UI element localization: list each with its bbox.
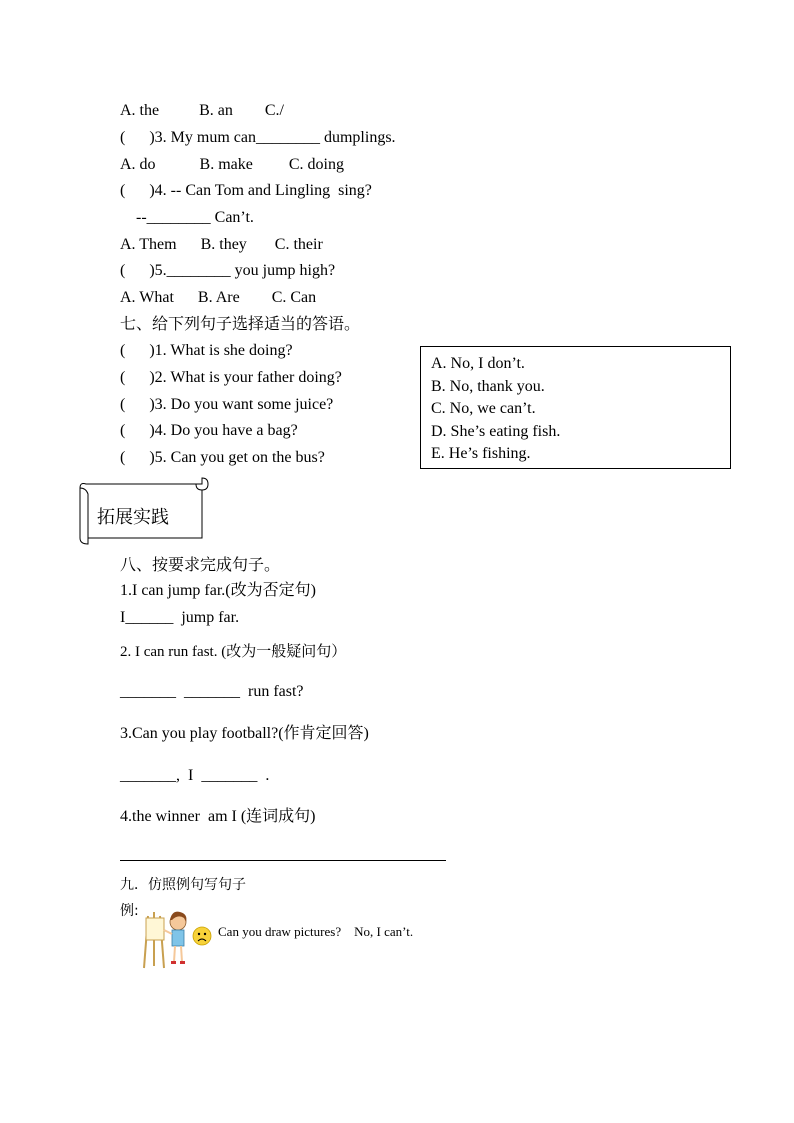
section8-q4-answer-line [120,860,446,861]
section8-q3: 3.Can you play football?(作肯定回答) [120,725,369,742]
q3-options: A. do B. make C. doing [120,156,344,173]
answer-option-d: D. She’s eating fish. [431,422,561,440]
q4-options: A. Them B. they C. their [120,236,323,253]
q3-question: ( )3. My mum can________ dumplings. [120,129,396,146]
answer-option-a: A. No, I don’t. [431,355,525,372]
section7-question-3: ( )3. Do you want some juice? [120,396,334,413]
q4-answer-line: --________ Can’t. [120,209,254,226]
answer-option-b: B. No, thank you. [431,377,545,395]
answer-option-c: C. No, we can’t. [431,400,536,417]
section7-question-5: ( )5. Can you get on the bus? [120,449,325,466]
section8-q1: 1.I can jump far.(改为否定句) [120,582,316,599]
answer-option-e: E. He’s fishing. [431,445,531,462]
q2-options: A. the B. an C./ [120,102,284,119]
example-sentence: Can you draw pictures? No, I can’t. [218,924,414,939]
example-label: 例: [120,903,139,919]
girl-painting-illustration [140,908,216,970]
section7-question-4: ( )4. Do you have a bag? [120,422,298,439]
q5-question: ( )5.________ you jump high? [120,262,336,279]
q4-question: ( )4. -- Can Tom and Lingling sing? [120,182,372,199]
section8-q4: 4.the winner am I (连词成句) [120,808,316,825]
section8-q3-answer: _______, I _______ . [120,767,270,784]
section8-q2: 2. I can run fast. (改为一般疑问句） [120,644,347,660]
answer-options-box [420,346,731,469]
section8-q1-answer: I______ jump far. [120,609,240,626]
section7-title: 七、给下列句子选择适当的答语。 [120,314,361,333]
section7-question-2: ( )2. What is your father doing? [120,369,342,386]
banner-label: 拓展实践 [97,507,169,528]
section8-q2-answer: _______ _______ run fast? [120,683,304,700]
section7-question-1: ( )1. What is she doing? [120,342,293,359]
q5-options: A. What B. Are C. Can [120,289,317,306]
section8-title: 八、按要求完成句子。 [120,555,281,574]
section9-title: 九．仿照例句写句子 [120,877,246,893]
